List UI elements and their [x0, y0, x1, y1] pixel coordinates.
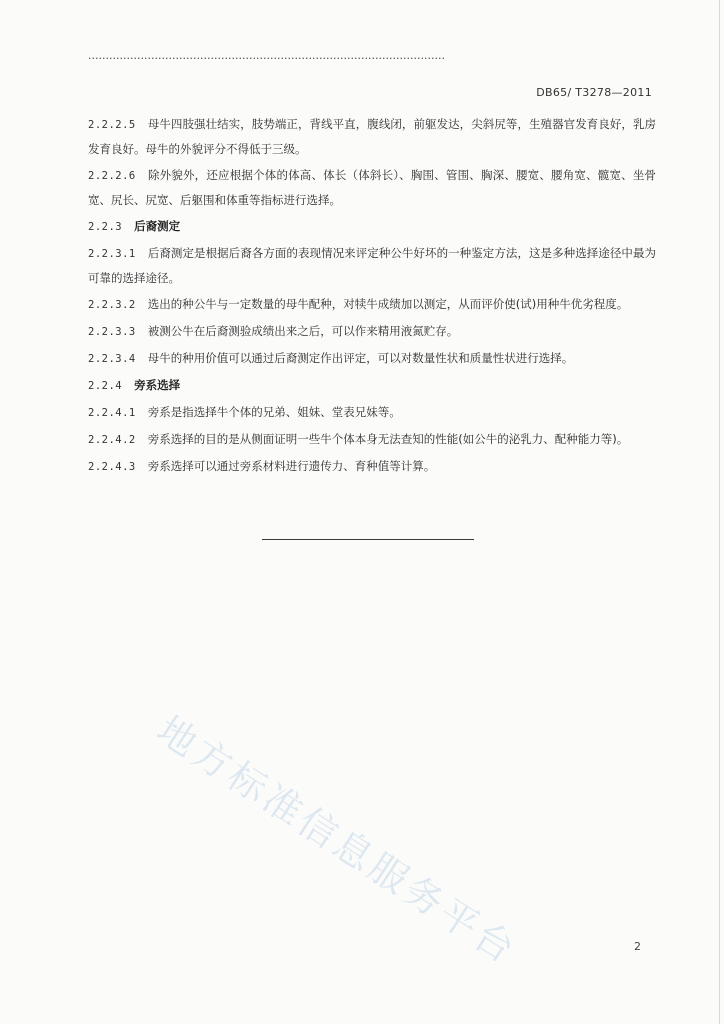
top-cut-line-fragment: ………………………………………………………………………………………… — [88, 50, 445, 62]
clause-number: 2.2.4.3 — [88, 461, 136, 473]
clause-text: 旁系选择可以通过旁系材料进行遗传力、育种值等计算。 — [147, 459, 436, 473]
clause-2-2-2-5 — [88, 112, 656, 161]
clause-text: 后裔测定是根据后裔各方面的表现情况来评定种公牛好坏的一种鉴定方法，这是多种选择途径中最为可靠的选择途径。 — [88, 246, 656, 285]
clause-number: 2.2.2.5 — [88, 119, 136, 131]
clause-2-2-3-2 — [88, 292, 656, 317]
section-title: 后裔测定 — [134, 219, 181, 233]
section-heading-2-2-4 — [88, 373, 656, 398]
page-edge-line — [719, 0, 720, 1024]
clause-number: 2.2.4.2 — [88, 434, 136, 446]
clause-text: 除外貌外，还应根据个体的体高、体长（体斜长）、胸围、管围、胸深、腰宽、腰角宽、髋宽、坐骨宽、尻长、尻宽、后躯围和体重等指标进行选择。 — [88, 168, 656, 207]
clause-text: 母牛的种用价值可以通过后裔测定作出评定，可以对数量性状和质量性状进行选择。 — [147, 351, 574, 365]
clause-number: 2.2.3.3 — [88, 326, 136, 338]
clause-number: 2.2.3.4 — [88, 353, 136, 365]
section-heading-2-2-3 — [88, 214, 656, 239]
clause-text: 旁系选择的目的是从侧面证明一些牛个体本身无法查知的性能(如公牛的泌乳力、配种能力等)。 — [147, 432, 629, 446]
clause-text: 母牛四肢强壮结实，肢势端正，背线平直，腹线闭，前躯发达，尖斜尻等，生殖器官发育良好，乳房发育良好。母牛的外貌评分不得低于三级。 — [88, 117, 656, 156]
clause-number: 2.2.3.1 — [88, 248, 136, 260]
clause-2-2-4-2 — [88, 427, 656, 452]
watermark-text: 地方标准信息服务平台 — [149, 707, 526, 974]
clause-number: 2.2.4.1 — [88, 407, 136, 419]
clause-2-2-3-1 — [88, 241, 656, 290]
clause-2-2-4-3 — [88, 454, 656, 479]
clause-text: 旁系是指选择牛个体的兄弟、姐妹、堂表兄妹等。 — [147, 405, 401, 419]
clause-2-2-4-1 — [88, 400, 656, 425]
clause-2-2-2-6 — [88, 163, 656, 212]
section-number: 2.2.4 — [88, 380, 123, 392]
clause-number: 2.2.2.6 — [88, 170, 136, 182]
page-number: 2 — [634, 940, 641, 953]
standard-code: DB65/ T3278—2011 — [536, 86, 652, 99]
section-title: 旁系选择 — [134, 378, 181, 392]
section-number: 2.2.3 — [88, 221, 123, 233]
document-body — [88, 112, 656, 481]
clause-text: 被测公牛在后裔测验成绩出来之后，可以作来精用液氮贮存。 — [147, 324, 459, 338]
clause-2-2-3-3 — [88, 319, 656, 344]
clause-number: 2.2.3.2 — [88, 299, 136, 311]
clause-2-2-3-4 — [88, 346, 656, 371]
end-of-standard-rule — [262, 539, 474, 540]
clause-text: 选出的种公牛与一定数量的母牛配种，对犊牛成绩加以测定，从而评价使(试)用种牛优劣程度。 — [147, 297, 629, 311]
